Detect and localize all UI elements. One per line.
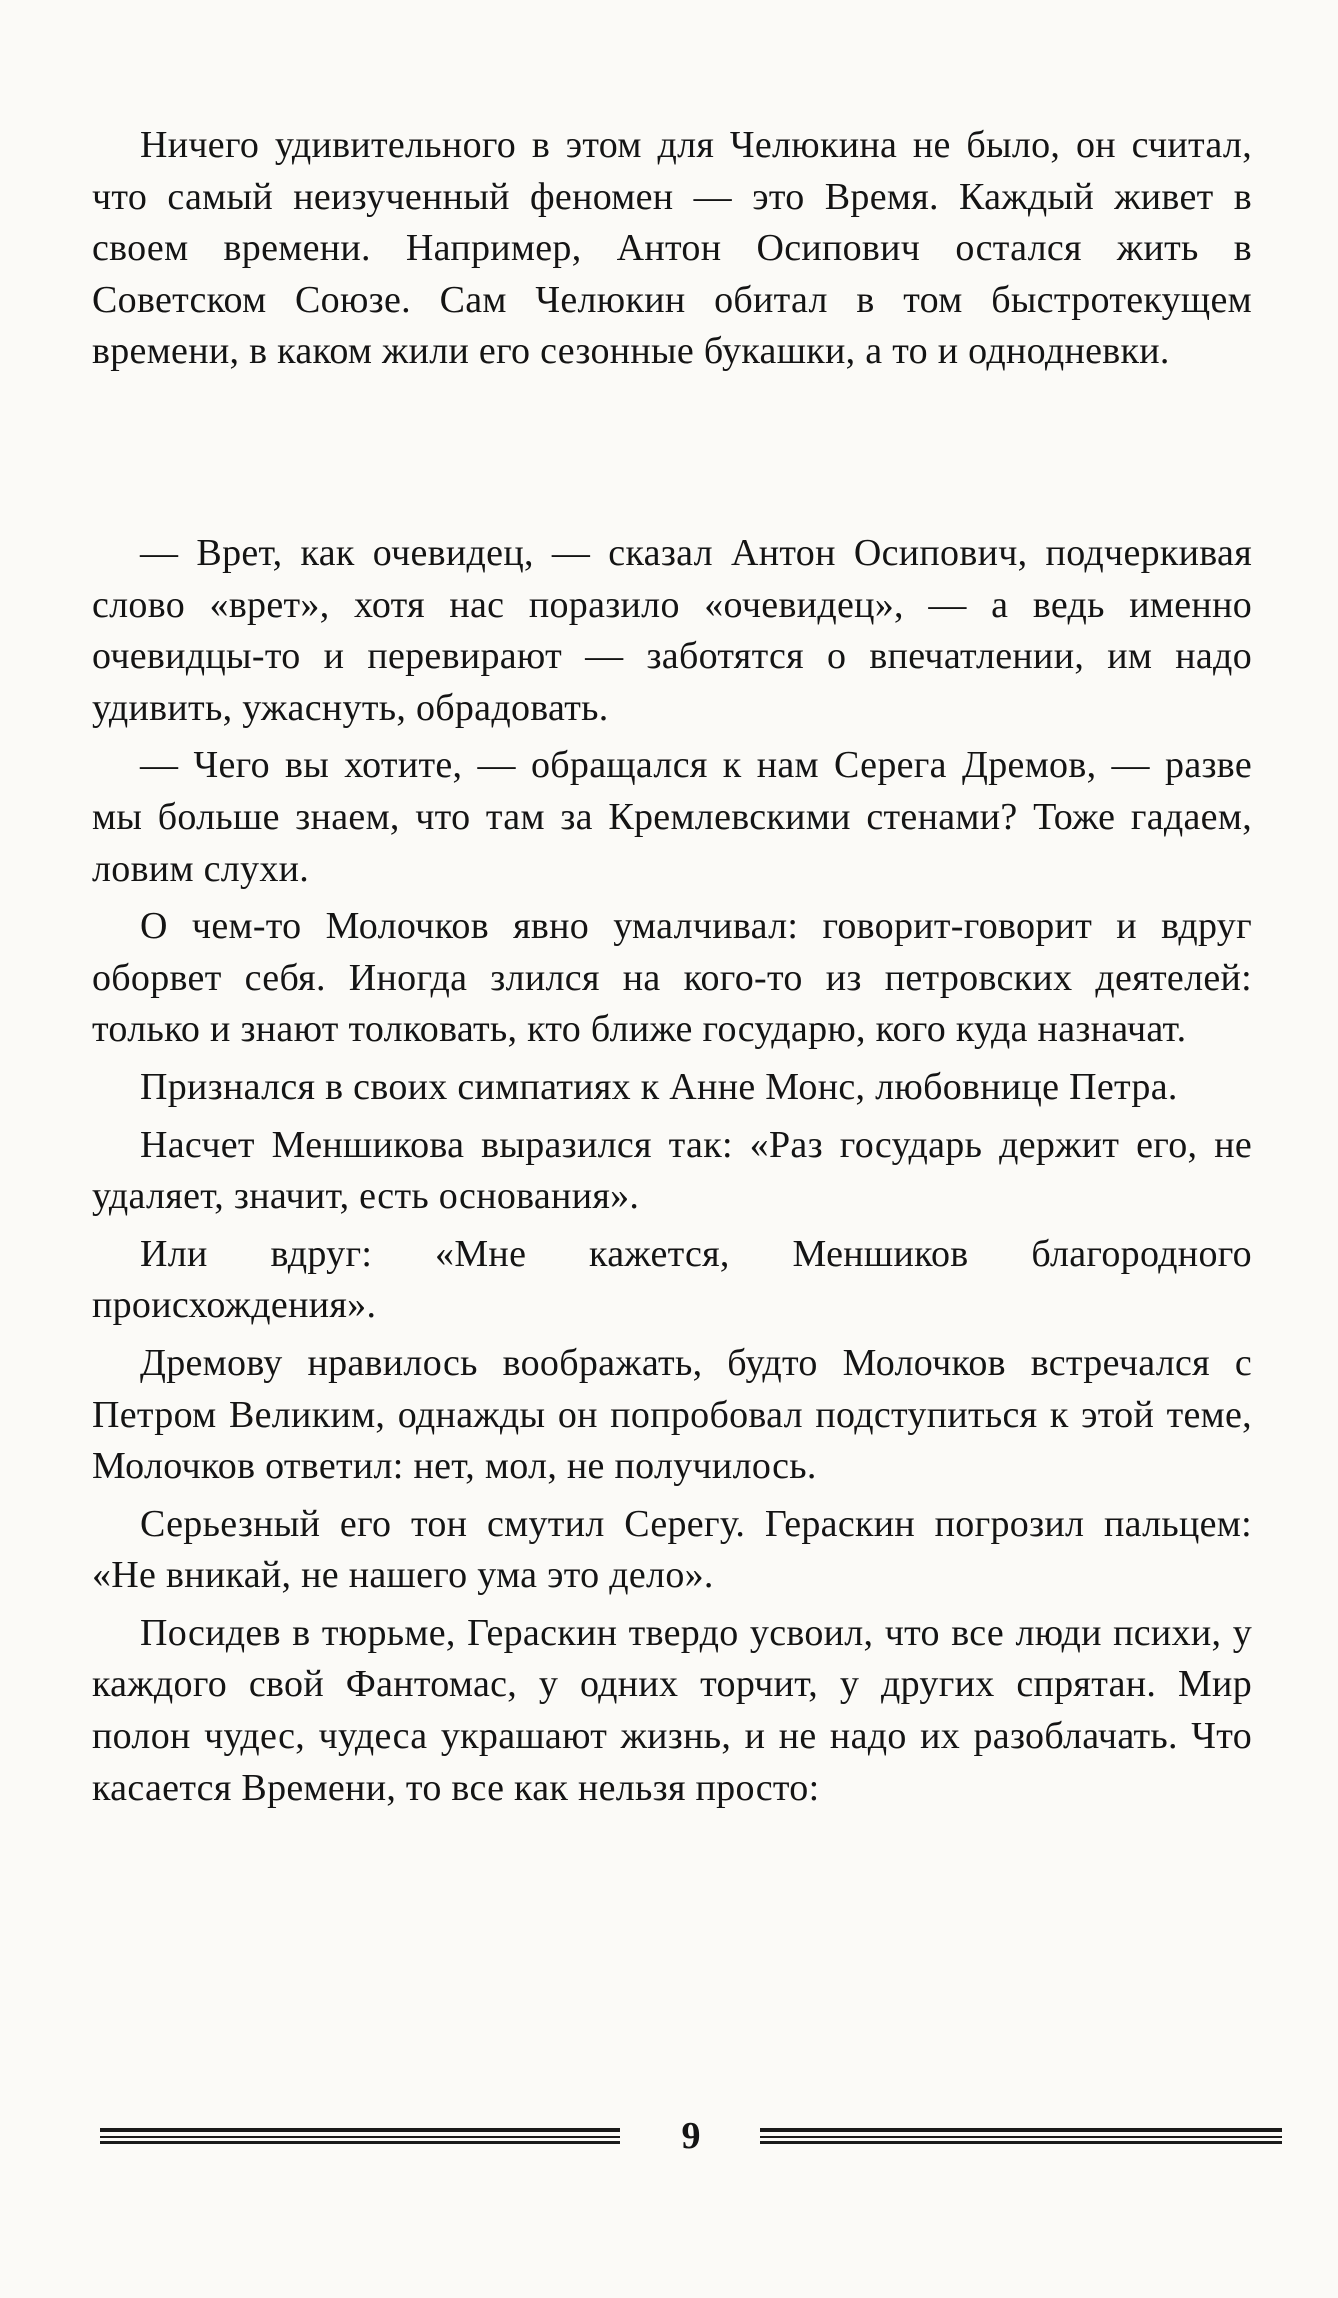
text-block-main <box>92 528 1252 1820</box>
paragraph: О чем-то Молочков явно умалчивал: говорит-говорит и вдруг оборвет себя. Иногда злился на кого-то из петровских деятелей: только и знают толковать, кто ближе государю, кого куда назначат. <box>92 905 1252 1051</box>
paragraph: Серьезный его тон смутил Серегу. Гераскин погрозил пальцем: «Не вникай, не нашего ума это дело». <box>92 1502 1252 1597</box>
paragraph: Насчет Меншикова выразился так: «Раз государь держит его, не удаляет, значит, есть основания». <box>92 1123 1252 1218</box>
footer-rule-left <box>100 2128 620 2144</box>
paragraph: Посидев в тюрьме, Гераскин твердо усвоил, что все люди психи, у каждого свой Фантомас, у одних торчит, у других спрятан. Мир полон чудес, чудеса украшают жизнь, и не надо их разоблачать. Что касается Времени, то все как нельзя просто: <box>92 1611 1252 1809</box>
paragraph: Признался в своих симпатиях к Анне Монс, любовнице Петра. <box>140 1065 1178 1108</box>
paragraph: — Врет, как очевидец, — сказал Антон Осипович, подчеркивая слово «врет», хотя нас поразило «очевидец», — а ведь именно очевидцы-то и перевирают — заботятся о впечатлении, им надо удивить, ужаснуть, обрадовать. <box>92 532 1252 729</box>
page-footer <box>100 2114 1282 2158</box>
paragraph: — Чего вы хотите, — обращался к нам Серега Дремов, — разве мы больше знаем, что там за Кремлевскими стенами? Тоже гадаем, ловим слухи. <box>92 744 1252 890</box>
footer-rule-right <box>760 2128 1282 2144</box>
text-block-top <box>92 120 1252 378</box>
paragraph: Или вдруг: «Мне кажется, Меншиков благородного происхождения». <box>92 1232 1252 1327</box>
page-number: 9 <box>681 2115 701 2157</box>
paragraph: Ничего удивительного в этом для Челюкина не было, он считал, что самый неизученный феномен — это Время. Каждый живет в своем времени. Например, Антон Осипович остался жить в Советском Союзе. Сам Челюкин обитал в том быстротекущем времени, в каком жили его сезонные букашки, а то и однодневки. <box>92 124 1252 373</box>
paragraph: Дремову нравилось воображать, будто Молочков встречался с Петром Великим, однажды он попробовал подступиться к этой теме, Молочков ответил: нет, мол, не получилось. <box>92 1341 1252 1488</box>
